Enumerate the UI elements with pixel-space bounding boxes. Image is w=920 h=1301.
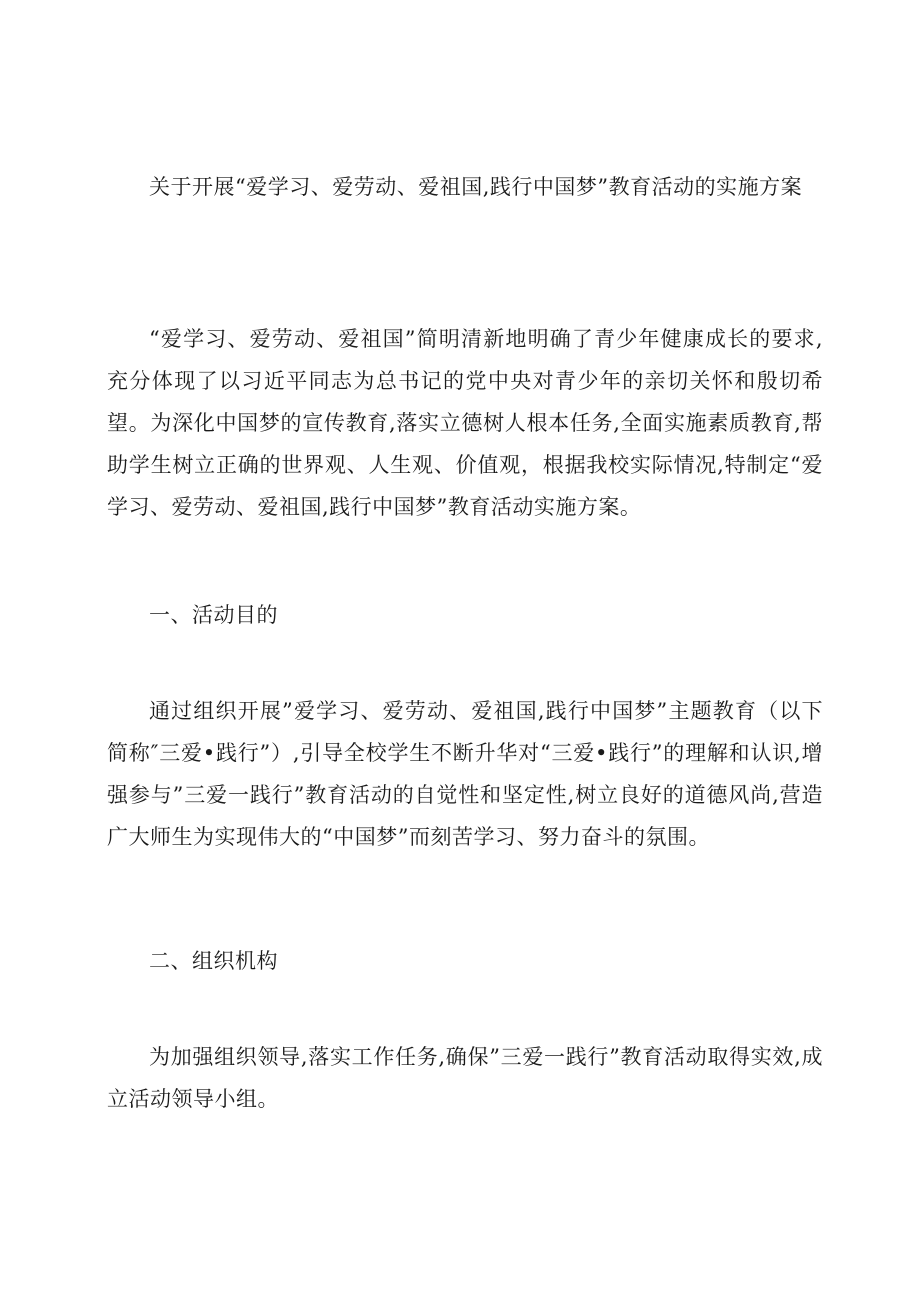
document-title: 关于开展“爱学习、爱劳动、爱祖国,践行中国梦”教育活动的实施方案 [149,175,803,199]
section-heading-organization: 二、组织机构 [149,949,278,973]
section-body-organization: 为加强组织领导,落实工作任务,确保”三爱一践行”教育活动取得实效,成立活动领导小组。 [107,1045,823,1111]
intro-paragraph: “爱学习、爱劳动、爱祖国”简明清新地明确了青少年健康成长的要求,充分体现了以习近平同志为总书记的党中央对青少年的亲切关怀和殷切希望。为深化中国梦的宣传教育,落实立德树人根本任务,全面实施素质教育,帮助学生树立正确的世界观、人生观、价值观，根据我校实际情况,特制定“爱学习、爱劳动、爱祖国,践行中国梦”教育活动实施方案。 [107,327,823,519]
section-body-purpose: 通过组织开展”爱学习、爱劳动、爱祖国,践行中国梦”主题教育（以下简称″三爱•践行”）,引导全校学生不断升华对“三爱•践行”的理解和认识,增强参与”三爱一践行”教育活动的自觉性和坚定性,树立良好的道德风尚,营造广大师生为实现伟大的“中国梦”而刻苦学习、努力奋斗的氛围。 [107,699,823,849]
section-heading-purpose: 一、活动目的 [149,603,278,627]
